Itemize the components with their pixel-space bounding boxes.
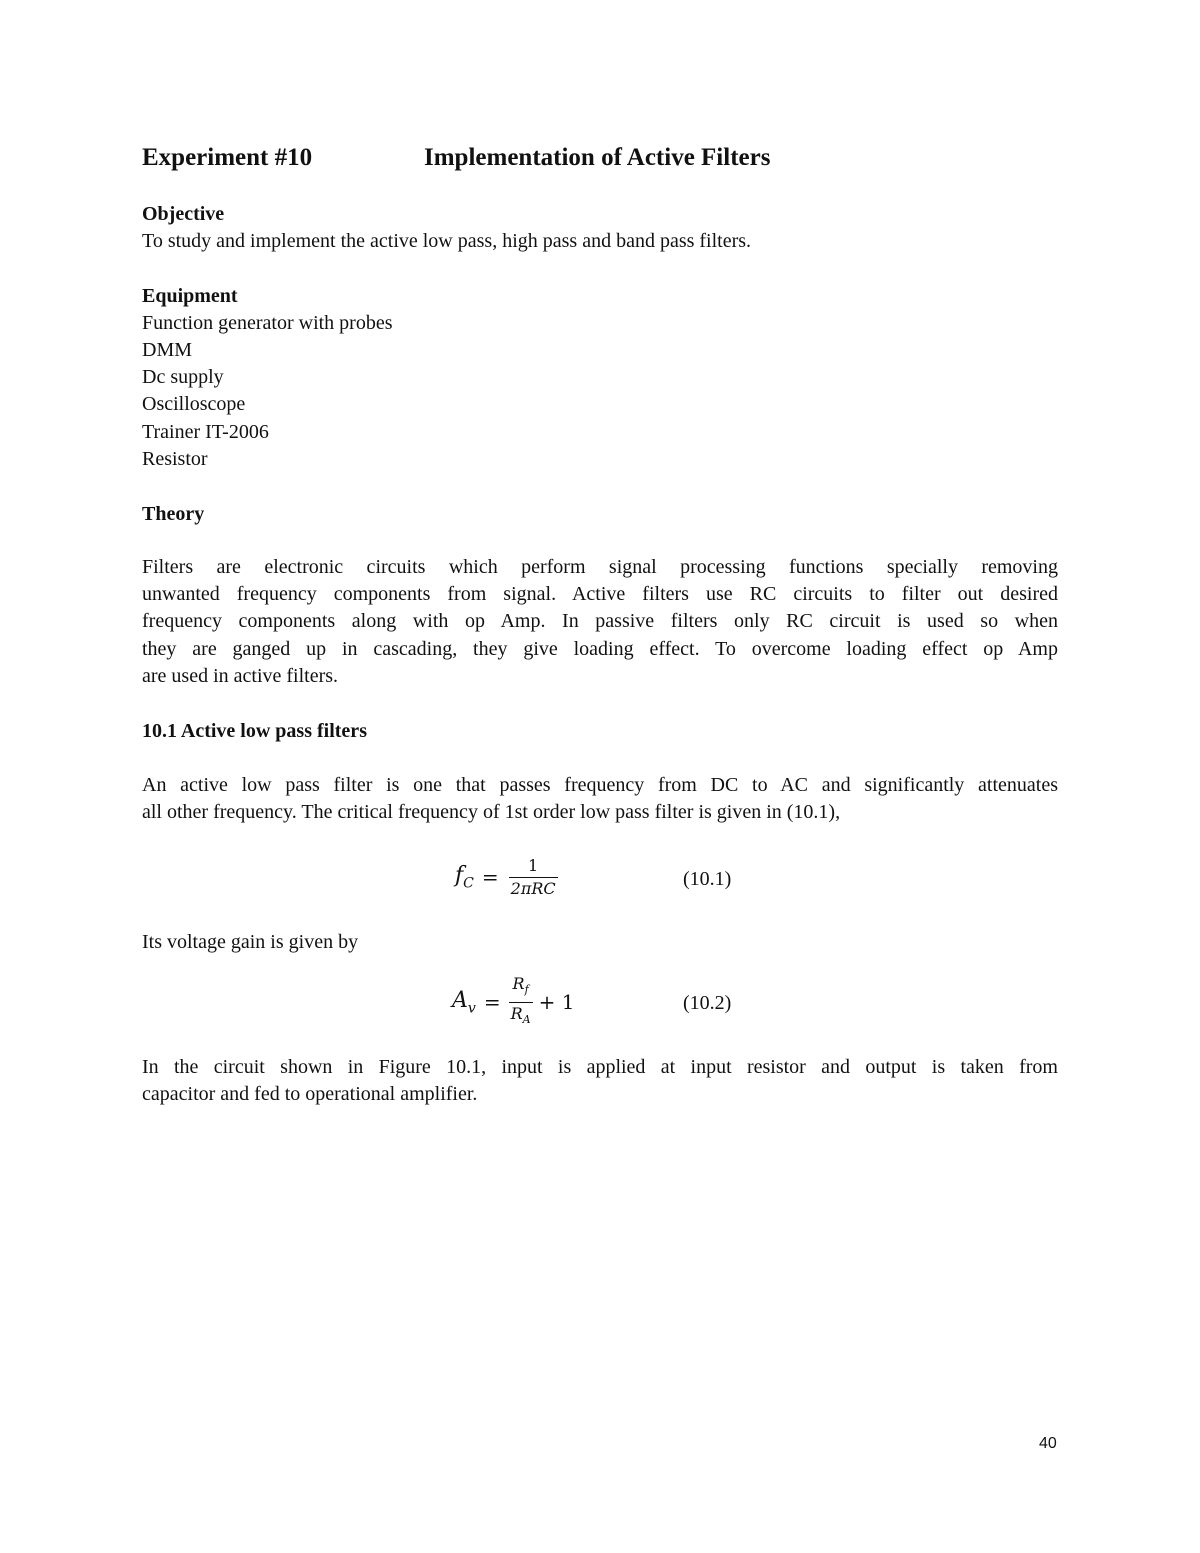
eq2-numerator-subscript: f	[524, 983, 529, 997]
eq2-fraction	[509, 974, 533, 1029]
objective-text: To study and implement the active low pass, high pass and band pass filters.	[142, 230, 752, 252]
theory-line: are used in active filters.	[142, 664, 339, 687]
closing-line: capacitor and fed to operational amplifier.	[142, 1083, 478, 1106]
eq2-lhs-subscript: v	[467, 1000, 476, 1017]
theory-line: unwanted frequency components from signal. Active filters use RC circuits to filter out desired	[142, 583, 1058, 606]
theory-heading: Theory	[142, 503, 205, 525]
eq1-numerator: 1	[509, 856, 558, 878]
equipment-item: Dc supply	[142, 366, 224, 388]
equipment-item: Oscilloscope	[142, 393, 246, 415]
closing-line: In the circuit shown in Figure 10.1, input is applied at input resistor and output is taken from	[142, 1056, 1058, 1078]
equation-critical-frequency	[455, 852, 558, 902]
eq1-fraction	[509, 856, 558, 899]
theory-line: frequency components along with op Amp. In passive filters only RC circuit is used so when	[142, 610, 1058, 633]
equipment-item: Trainer IT-2006	[142, 421, 269, 443]
intro-paragraph	[142, 772, 1058, 826]
eq1-lhs-subscript: C	[463, 875, 474, 892]
eq2-lhs: $A_v$	[452, 987, 476, 1017]
equipment-heading: Equipment	[142, 285, 238, 307]
section-heading: 10.1 Active low pass filters	[142, 720, 367, 742]
eq2-tail: + 1	[538, 990, 575, 1014]
intro-line: all other frequency. The critical frequency of 1st order low pass filter is given in (10.1),	[142, 801, 841, 824]
eq2-denominator-subscript: A	[522, 1012, 531, 1026]
eq2-number: (10.2)	[683, 992, 732, 1014]
equipment-item: DMM	[142, 339, 193, 361]
theory-paragraph	[142, 554, 1058, 690]
theory-line: they are ganged up in cascading, they give loading effect. To overcome loading effect op Amp	[142, 637, 1058, 660]
intro-line: An active low pass filter is one that passes frequency from DC to AC and significantly attenuates	[142, 774, 1058, 796]
eq1-denominator: 2πRC	[510, 878, 556, 898]
eq2-equals: =	[483, 990, 501, 1014]
eq1-lhs: $f_C$	[455, 862, 474, 892]
equipment-item: Resistor	[142, 448, 208, 470]
eq2-denominator: $R_A$	[510, 1003, 531, 1026]
equation-voltage-gain	[452, 975, 574, 1029]
objective-heading: Objective	[142, 203, 225, 225]
eq2-numerator: $R_f$	[509, 974, 533, 1002]
eq1-equals: =	[481, 865, 499, 889]
closing-paragraph	[142, 1054, 1058, 1108]
equipment-item: Function generator with probes	[142, 312, 393, 334]
page-number: 40	[1039, 1435, 1057, 1452]
experiment-label: Experiment #10	[142, 144, 313, 171]
theory-line: Filters are electronic circuits which perform signal processing functions specially removing	[142, 556, 1058, 578]
gain-text: Its voltage gain is given by	[142, 931, 359, 953]
eq1-number: (10.1)	[683, 868, 732, 890]
experiment-title: Implementation of Active Filters	[424, 144, 771, 171]
